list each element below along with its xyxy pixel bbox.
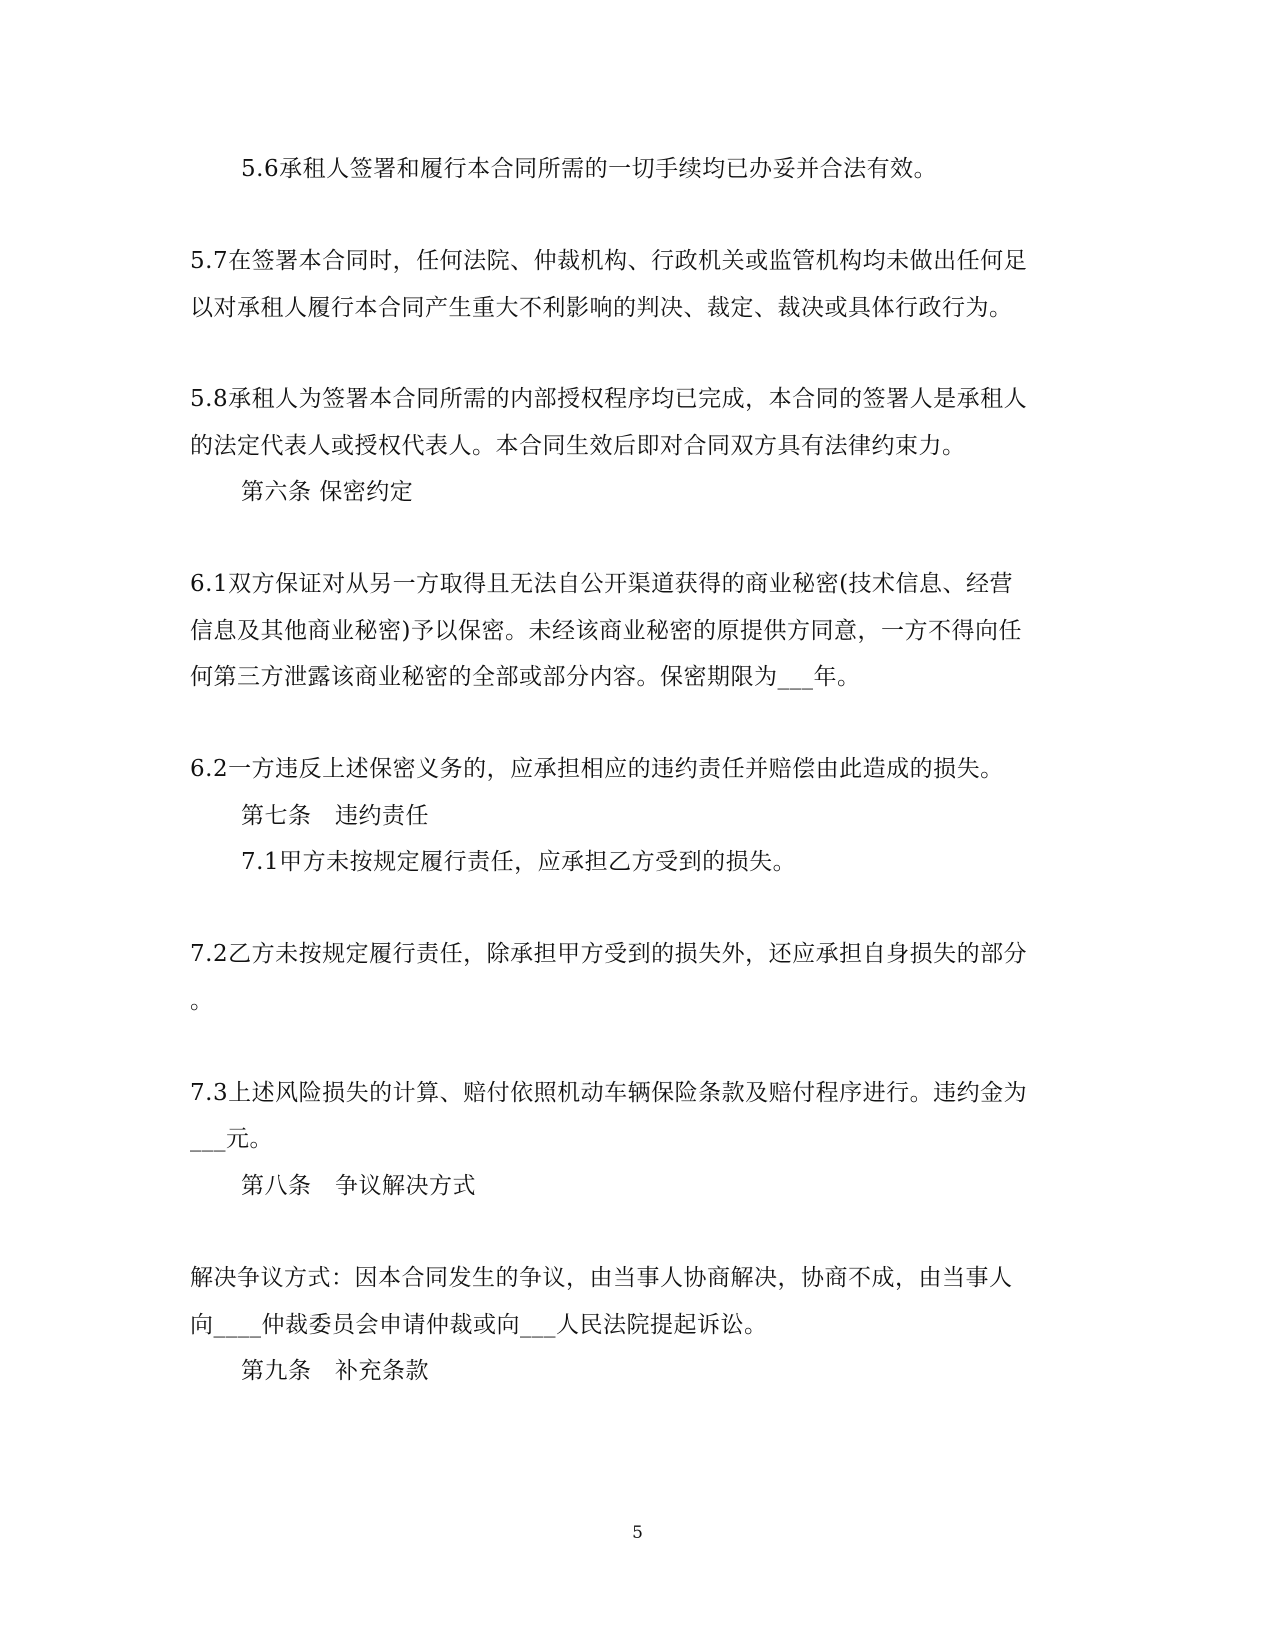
article-8-heading: 第八条 争议解决方式	[241, 1173, 476, 1199]
clause-5-7-line-1: 5.7在签署本合同时，任何法院、仲裁机构、行政机关或监管机构均未做出任何足	[190, 248, 1028, 274]
clause-7-3-line-1: 7.3上述风险损失的计算、赔付依照机动车辆保险条款及赔付程序进行。违约金为	[190, 1080, 1028, 1106]
clause-6-1-line-1: 6.1双方保证对从另一方取得且无法自公开渠道获得的商业秘密(技术信息、经营	[190, 571, 1014, 597]
clause-5-7-line-2: 以对承租人履行本合同产生重大不利影响的判决、裁定、裁决或具体行政行为。	[190, 295, 1013, 321]
clause-7-2-line-2: 。	[190, 988, 214, 1014]
clause-7-3-line-2: ___元。	[190, 1126, 273, 1152]
clause-6-2: 6.2一方违反上述保密义务的，应承担相应的违约责任并赔偿由此造成的损失。	[190, 756, 1004, 782]
clause-7-2-line-1: 7.2乙方未按规定履行责任，除承担甲方受到的损失外，还应承担自身损失的部分	[190, 941, 1028, 967]
dispute-resolution-line-1: 解决争议方式：因本合同发生的争议，由当事人协商解决，协商不成，由当事人	[190, 1265, 1013, 1291]
clause-5-8-line-2: 的法定代表人或授权代表人。本合同生效后即对合同双方具有法律约束力。	[190, 433, 966, 459]
article-6-heading: 第六条 保密约定	[241, 479, 414, 505]
clause-6-1-line-2: 信息及其他商业秘密)予以保密。未经该商业秘密的原提供方同意，一方不得向任	[190, 618, 1022, 644]
dispute-resolution-line-2: 向____仲裁委员会申请仲裁或向___人民法院提起诉讼。	[190, 1312, 768, 1338]
clause-7-1: 7.1甲方未按规定履行责任，应承担乙方受到的损失。	[241, 849, 797, 875]
clause-6-1-line-3: 何第三方泄露该商业秘密的全部或部分内容。保密期限为___年。	[190, 664, 861, 690]
page-number: 5	[632, 1523, 643, 1543]
clause-5-8-line-1: 5.8承租人为签署本合同所需的内部授权程序均已完成，本合同的签署人是承租人	[190, 386, 1028, 412]
article-7-heading: 第七条 违约责任	[241, 803, 429, 829]
clause-5-6: 5.6承租人签署和履行本合同所需的一切手续均已办妥并合法有效。	[241, 156, 938, 182]
article-9-heading: 第九条 补充条款	[241, 1358, 429, 1384]
